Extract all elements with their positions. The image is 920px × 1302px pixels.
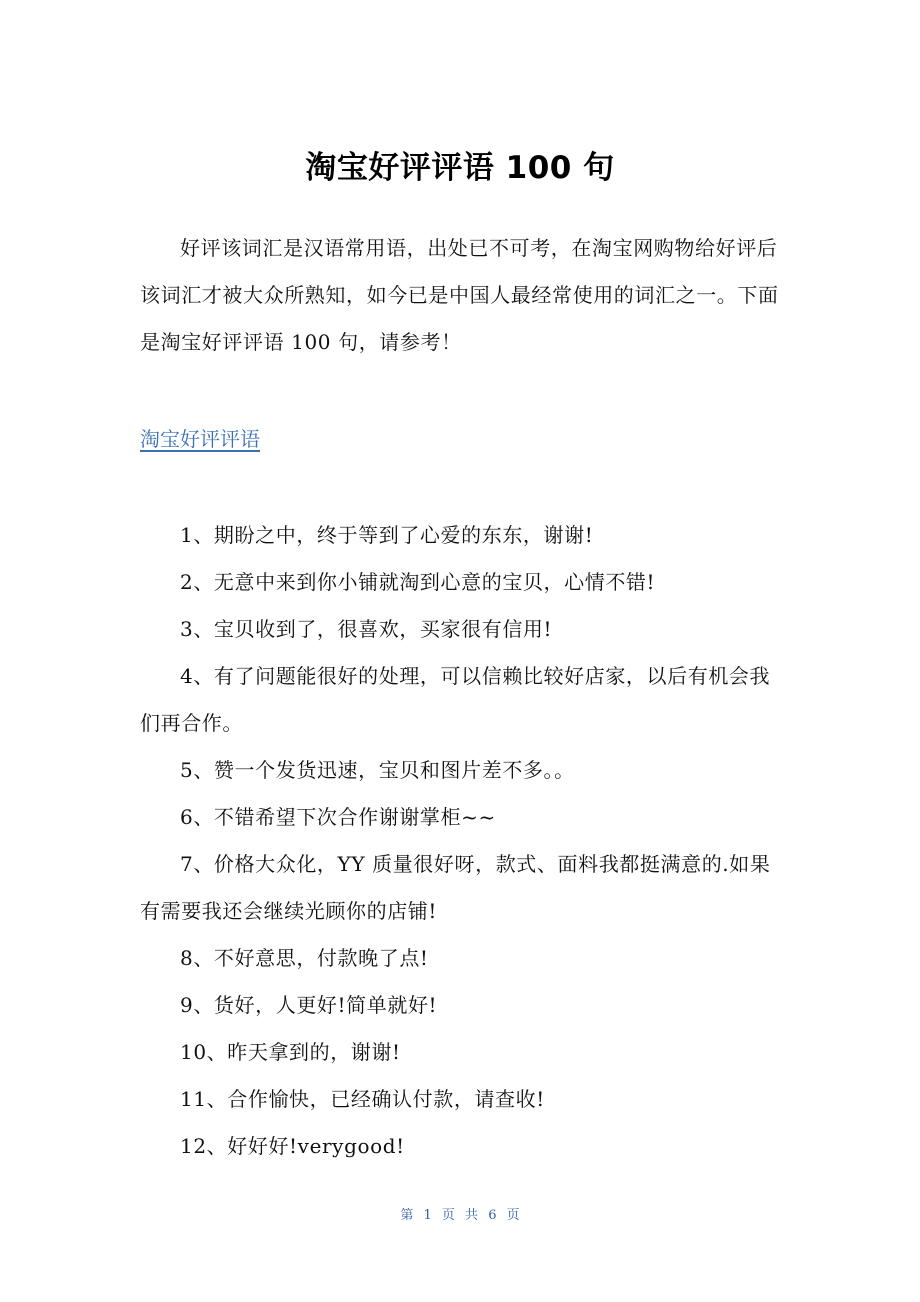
list-item: 3、宝贝收到了，很喜欢，买家很有信用! [180, 617, 553, 641]
page-title: 淘宝好评评语 100 句 [305, 150, 615, 186]
list-item: 1、期盼之中，终于等到了心爱的东东，谢谢! [180, 523, 594, 547]
page-number-footer: 第 1 页 共 6 页 [400, 1208, 520, 1223]
section-heading-link[interactable]: 淘宝好评评语 [140, 427, 260, 451]
list-item: 2、无意中来到你小铺就淘到心意的宝贝，心情不错! [180, 570, 656, 594]
list-item: 4、有了问题能很好的处理，可以信赖比较好店家，以后有机会我们再合作。 [140, 664, 771, 735]
list-item: 8、不好意思，付款晚了点! [180, 946, 429, 970]
intro-paragraph: 好评该词汇是汉语常用语，出处已不可考，在淘宝网购物给好评后该词汇才被大众所熟知，如今已是中国人最经常使用的词汇之一。下面是淘宝好评评语 100 句，请参考！ [140, 236, 779, 354]
review-list [140, 512, 780, 1170]
list-item: 5、赞一个发货迅速，宝贝和图片差不多。。 [180, 758, 575, 782]
list-item: 7、价格大众化，YY 质量很好呀，款式、面料我都挺满意的.如果有需要我还会继续光顾你的店铺! [140, 852, 771, 923]
list-item: 12、好好好!verygood! [180, 1134, 405, 1158]
list-item: 6、不错希望下次合作谢谢掌柜~~ [180, 805, 496, 829]
list-item: 10、昨天拿到的，谢谢! [180, 1040, 401, 1064]
list-item: 9、货好，人更好!简单就好! [180, 993, 438, 1017]
list-item: 11、合作愉快，已经确认付款，请查收! [180, 1087, 545, 1111]
